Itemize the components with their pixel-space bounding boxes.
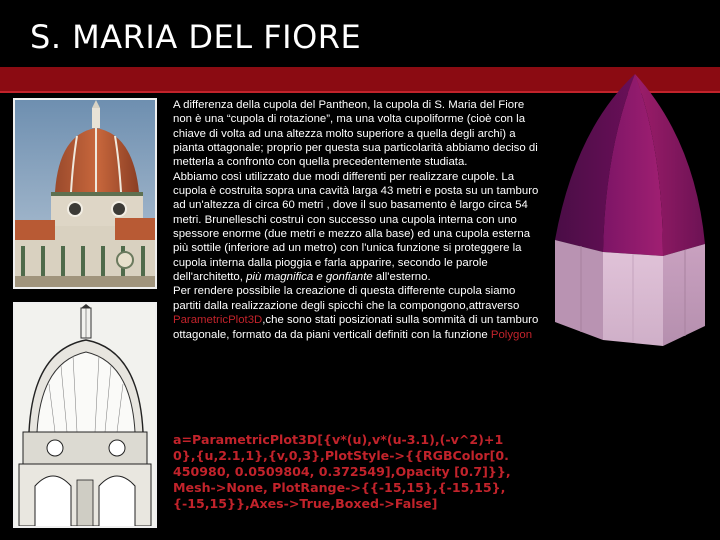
paragraph-2-text: Abbiamo così utilizzato due modi differenti per realizzare cupole. La cupola è costruita sopra una cavità larga 43 metri e posta su un tamburo ad un'altezza di circa 60 metri , dove il suo basamento è largo circa 54 metri. Brunelleschi costruì con successo una cupola interna con uno spessore enorme (due metri e mezzo alla base) ed una cupola esterna più sottile (inferiore ad un metro) con l'unica funzione si proteggere la cupola interna dalla pioggia e farla apparire, secondo le parole dell'architetto, xyxy=(173,170,539,284)
paragraph-1-text: A differenza della cupola del Pantheon, la cupola di S. Maria del Fiore non è una “cupola di rotazione”, ma una volta cupoliforme (cioè con la chiave di volta ad una altezza molto superiore a quella degli archi) a pianta ottagonale; proprio per questa sua particolarità abbiamo deciso di metterla a confronto con quella precedentemente studiata. xyxy=(173,99,538,169)
cathedral-photo xyxy=(13,98,157,289)
polygon-keyword: Polygon xyxy=(490,328,533,341)
paragraph-2-tail: all'esterno. xyxy=(372,271,431,284)
octagonal-dome-render xyxy=(545,70,715,360)
paragraph-3 xyxy=(173,284,545,341)
parametricplot3d-keyword: ParametricPlot3D xyxy=(173,314,263,327)
mathematica-code: a=ParametricPlot3D[{v*(u),v*(u-3.1),(-v^2)+10},{u,2.1,1},{v,0,3},PlotStyle->{{RGBColor[0.450980, 0.0509804, 0.372549],Opacity [0.7]}},Mesh->None, PlotRange->{{-15,15},{-15,15},{-15,15}},Axes->True,Boxed->False] xyxy=(173,432,511,511)
paragraph-3-text: Per rendere possibile la creazione di questa differente cupola siamo partiti dalla realizzazione degli spicchi che la compongono,attraverso xyxy=(173,285,520,312)
paragraph-1 xyxy=(173,98,545,170)
paragraph-2-italic: più magnifica e gonfiante xyxy=(246,271,373,284)
paragraph-3-mid: ,che sono stati posizionati sulla sommità di un tamburo ottagonale, formato da da piani verticali definiti con la funzione xyxy=(173,314,539,341)
dome-section-drawing xyxy=(13,302,157,528)
paragraph-2 xyxy=(173,170,545,285)
body-text xyxy=(173,98,545,342)
slide-title: S. MARIA DEL FIORE xyxy=(30,18,362,56)
